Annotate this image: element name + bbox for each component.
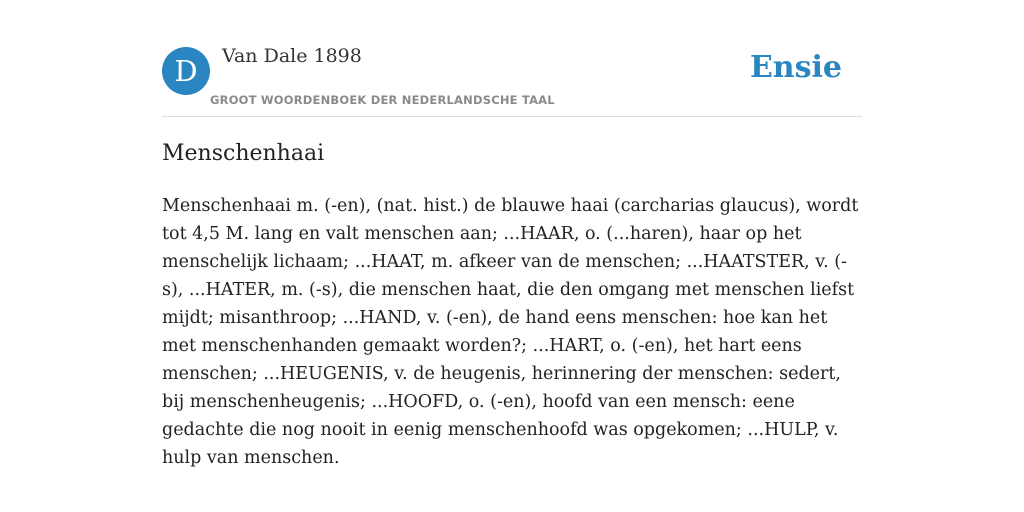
- source-logo[interactable]: D: [162, 47, 210, 95]
- definition-text: Menschenhaai m. (-en), (nat. hist.) de blauwe haai (carcharias glaucus), wordt tot 4,5 M. lang en valt menschen aan; ...HAAR, o. (...haren), haar op het menschelijk lichaam; ...HAAT, m. afkeer van de menschen; ...HAATSTER, v. (-s), ...HATER, m. (-s), die menschen haat, die den omgang met menschen liefst mijdt; misanthroop; ...HAND, v. (-en), de hand eens menschen: hoe kan het met menschenhanden gemaakt worden?; ...HART, o. (-en), het hart eens menschen; ...HEUGENIS, v. de heugenis, herinnering der menschen: sedert, bij menschenheugenis; ...HOOFD, o. (-en), hoofd van een mensch: eene gedachte die nog nooit in eenig menschenhoofd was opgekomen; ...HULP, v. hulp van menschen.: [162, 196, 859, 468]
- header: [162, 0, 862, 117]
- entry-card: [162, 0, 862, 512]
- page-title: Menschenhaai: [162, 141, 325, 166]
- source-title[interactable]: Van Dale 1898: [222, 45, 362, 67]
- brand-logo[interactable]: Ensie: [749, 50, 842, 85]
- source-subtitle: GROOT WOORDENBOEK DER NEDERLANDSCHE TAAL: [210, 93, 555, 107]
